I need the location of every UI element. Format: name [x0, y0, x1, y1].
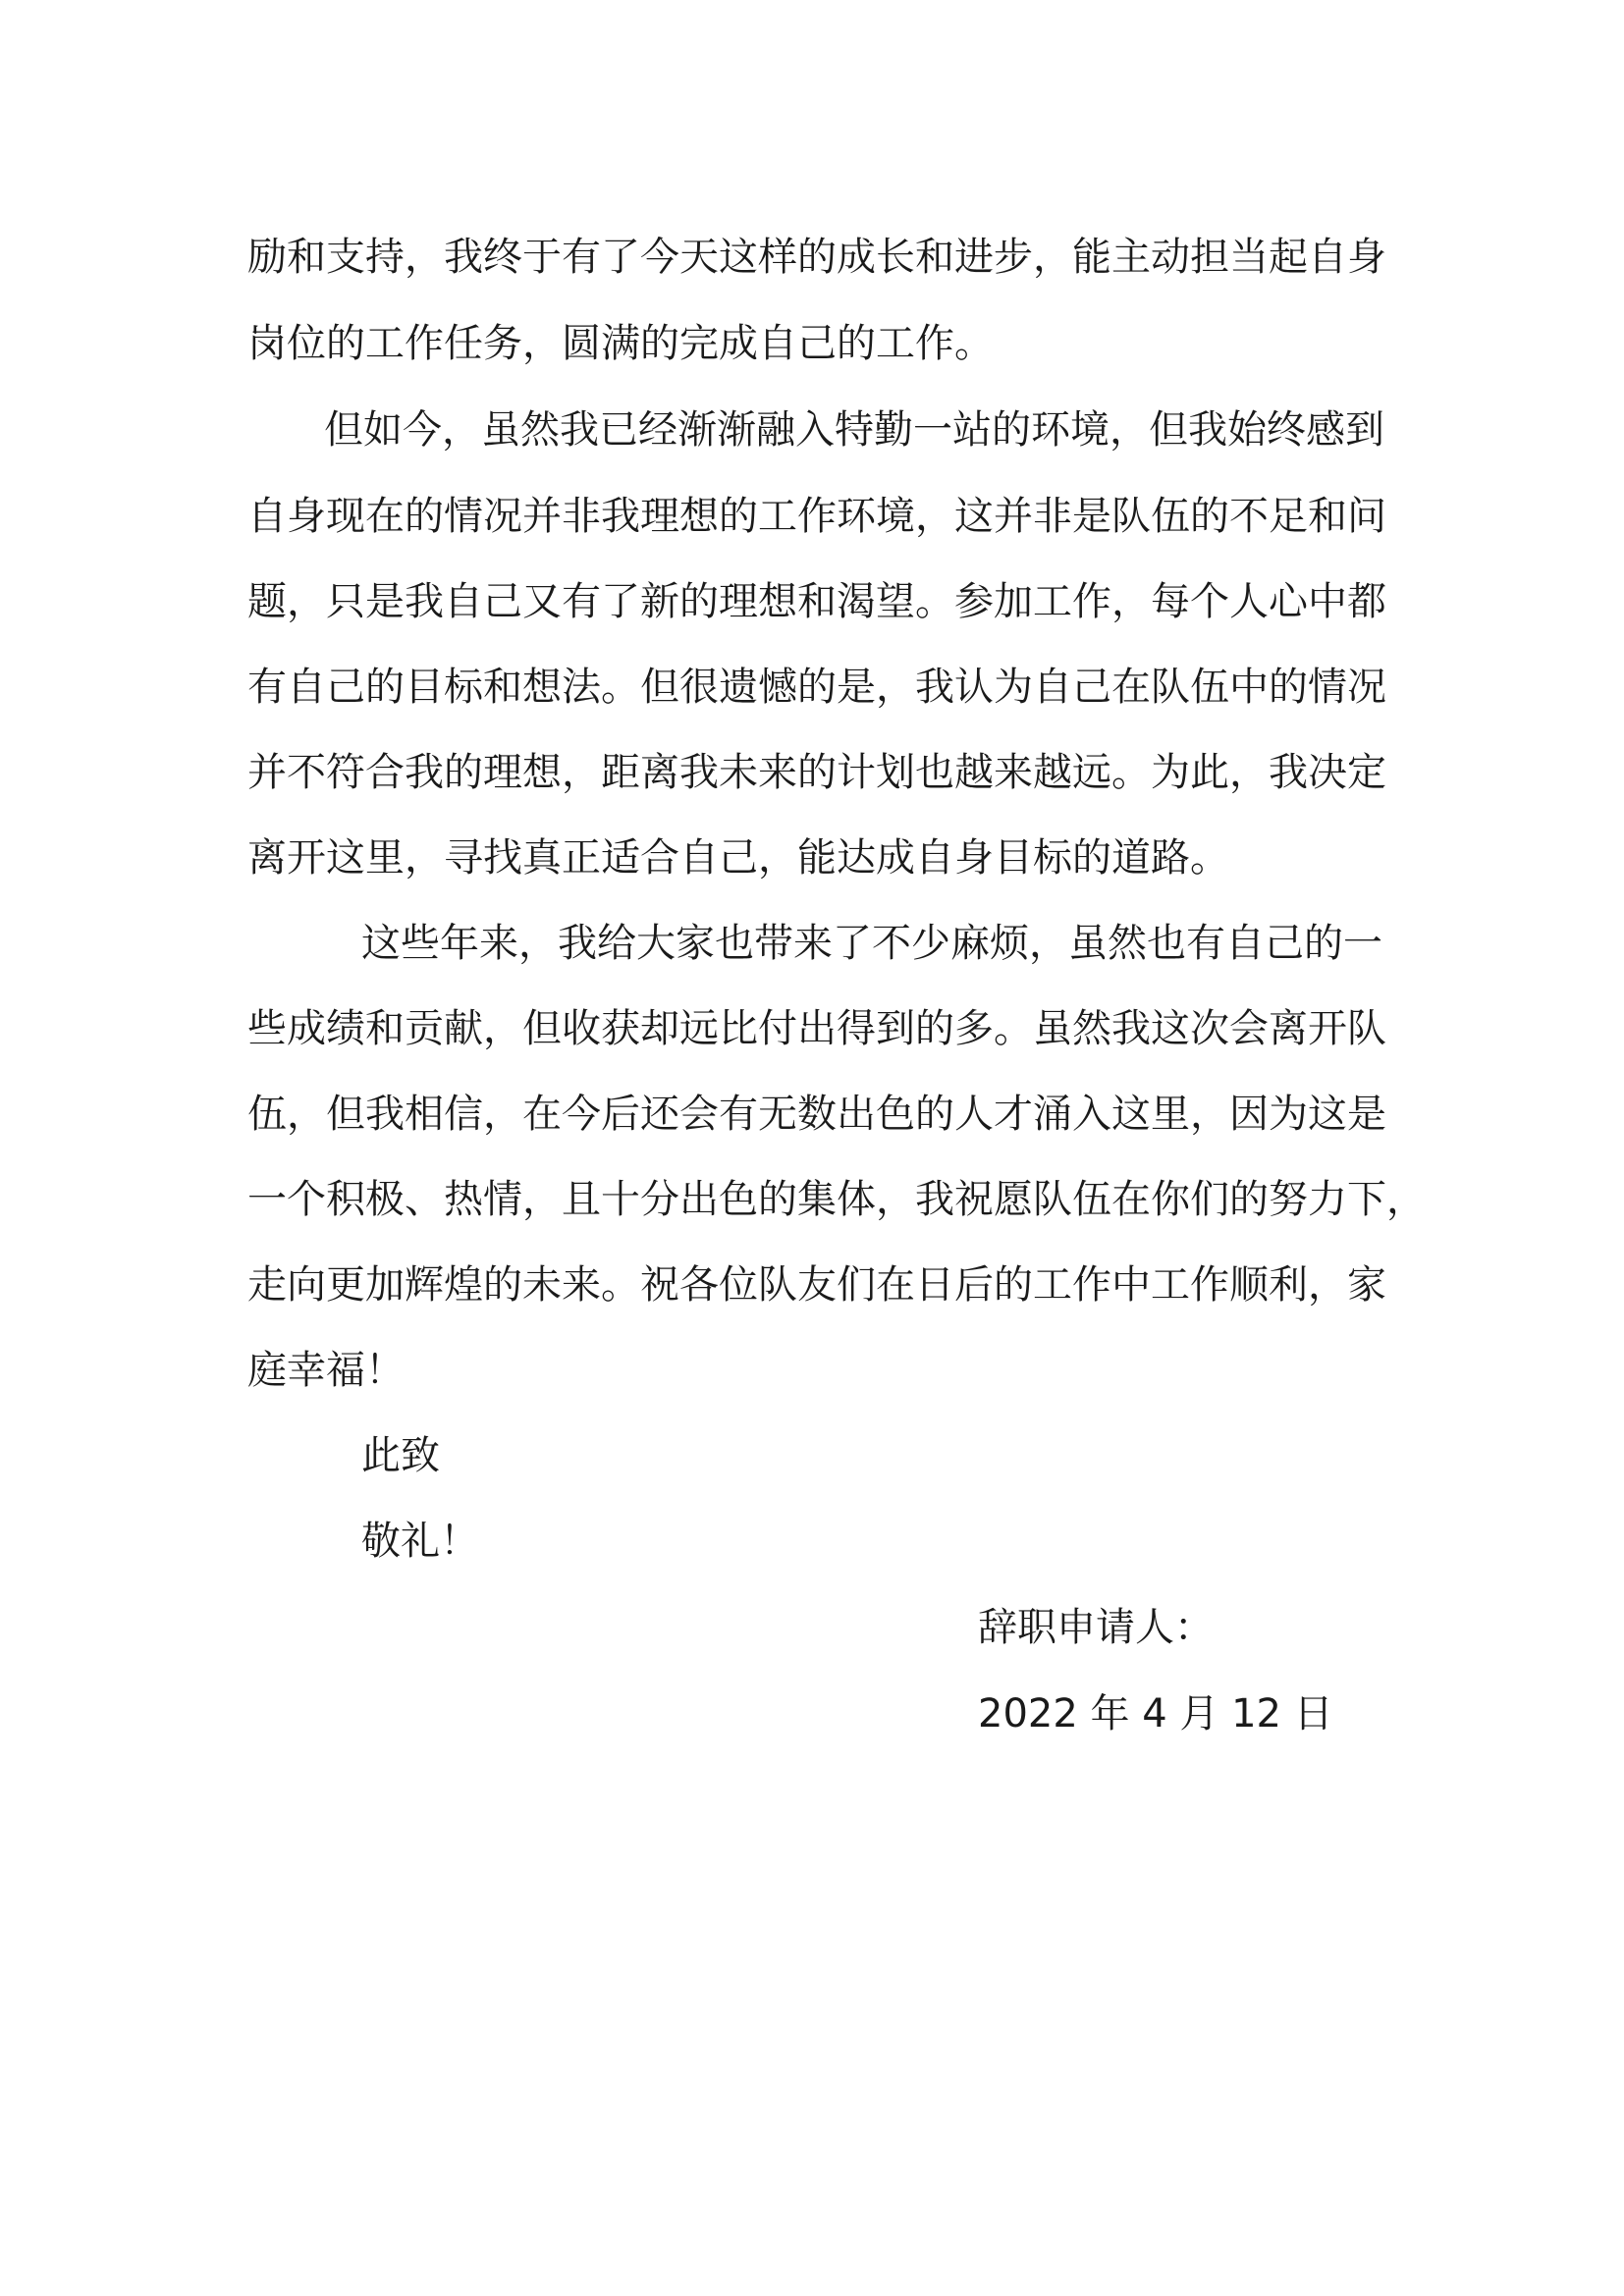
paragraph2-line-1: 但如今，虽然我已经渐渐融入特勤一站的环境，但我始终感到 — [324, 407, 1384, 453]
paragraph3-line-5: 走向更加辉煌的未来。祝各位队友们在日后的工作中工作顺利，家 — [247, 1262, 1386, 1308]
paragraph1-line-1: 励和支持，我终于有了今天这样的成长和进步，能主动担当起自身 — [247, 235, 1386, 280]
paragraph2-line-6: 离开这里，寻找真正适合自己，能达成自身目标的道路。 — [247, 835, 1229, 881]
paragraph2-line-5: 并不符合我的理想，距离我未来的计划也越来越远。为此，我决定 — [247, 750, 1386, 795]
paragraph2-line-2: 自身现在的情况并非我理想的工作环境，这并非是队伍的不足和问 — [247, 494, 1386, 539]
paragraph1-line-2: 岗位的工作任务，圆满的完成自己的工作。 — [247, 321, 994, 366]
paragraph2-line-3: 题，只是我自己又有了新的理想和渴望。参加工作，每个人心中都 — [247, 579, 1386, 624]
paragraph2-line-4: 有自己的目标和想法。但很遗憾的是，我认为自己在队伍中的情况 — [247, 665, 1386, 710]
closing-jing-li: 敬礼！ — [361, 1519, 479, 1564]
paragraph3-line-4: 一个积极、热情，且十分出色的集体，我祝愿队伍在你们的努力下， — [247, 1177, 1426, 1222]
applicant-label: 辞职申请人： — [978, 1605, 1214, 1650]
paragraph3-line-6: 庭幸福！ — [247, 1348, 405, 1393]
signature-date: 2022 年 4 月 12 日 — [978, 1691, 1333, 1736]
closing-ci-zhi: 此致 — [361, 1433, 440, 1478]
paragraph3-line-2: 些成绩和贡献，但收获却远比付出得到的多。虽然我这次会离开队 — [247, 1006, 1386, 1051]
paragraph3-line-1: 这些年来，我给大家也带来了不少麻烦，虽然也有自己的一 — [361, 921, 1382, 966]
paragraph3-line-3: 伍，但我相信，在今后还会有无数出色的人才涌入这里，因为这是 — [247, 1092, 1386, 1137]
